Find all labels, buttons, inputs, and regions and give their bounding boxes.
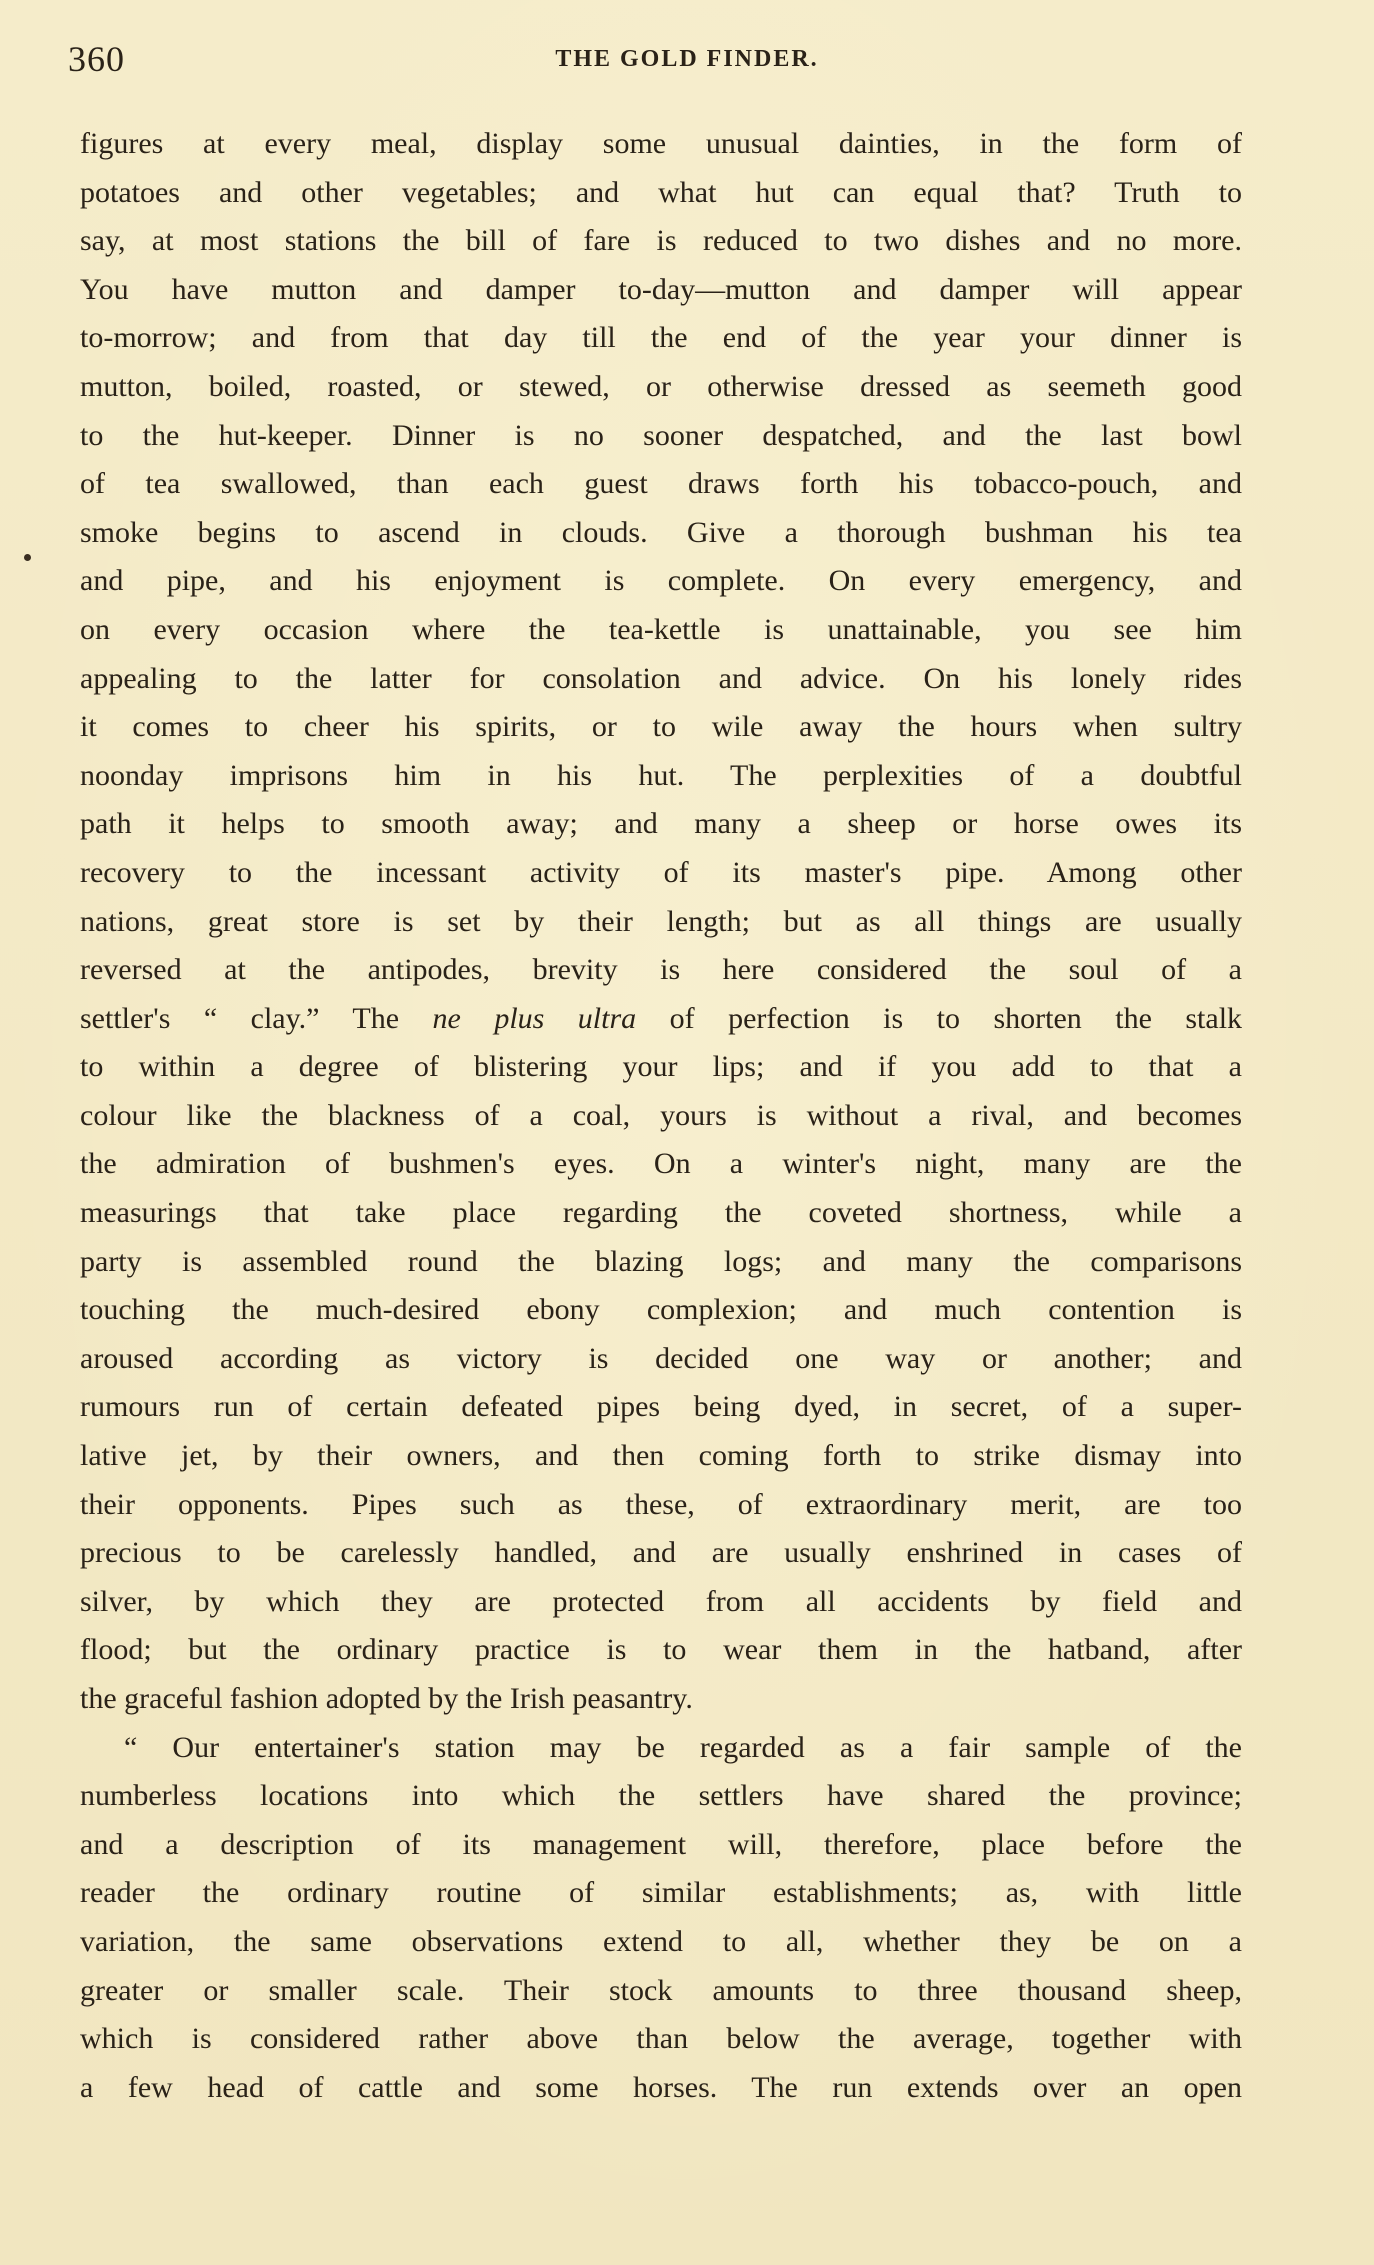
text-line: measurings that take place regarding the coveted shortness, while a (80, 1196, 1242, 1230)
text-line: the admiration of bushmen's eyes. On a winter's night, many are the (80, 1147, 1242, 1181)
text-line: touching the much-desired ebony complexion; and much contention is (80, 1293, 1242, 1327)
text-line: flood; but the ordinary practice is to wear them in the hatband, after (80, 1633, 1242, 1667)
running-head: THE GOLD FINDER. (555, 46, 819, 72)
text-line: noonday imprisons him in his hut. The perplexities of a doubtful (80, 758, 1242, 792)
text-line: to within a degree of blistering your lips; and if you add to that a (80, 1050, 1242, 1084)
text-line: silver, by which they are protected from all accidents by field and (80, 1584, 1242, 1618)
text-line: colour like the blackness of a coal, yours is without a rival, and becomes (80, 1098, 1242, 1132)
text-line: of tea swallowed, than each guest draws forth his tobacco-pouch, and (80, 467, 1242, 501)
text-line: You have mutton and damper to-day—mutton and damper will appear (80, 272, 1242, 306)
text-line-with-italic (80, 995, 1242, 1044)
text-line: recovery to the incessant activity of its master's pipe. Among other (80, 855, 1242, 889)
text-line: rumours run of certain defeated pipes being dyed, in secret, of a super- (80, 1390, 1242, 1424)
body-text (80, 120, 1242, 2112)
text-line-paragraph-start: “ Our entertainer's station may be regarded as a fair sample of the (124, 1730, 1242, 1764)
text-line: greater or smaller scale. Their stock amounts to three thousand sheep, (80, 1973, 1242, 2007)
text-line: mutton, boiled, roasted, or stewed, or otherwise dressed as seemeth good (80, 369, 1242, 403)
margin-mark (24, 554, 31, 561)
text-line: numberless locations into which the settlers have shared the province; (80, 1779, 1242, 1813)
text-line: it comes to cheer his spirits, or to wile away the hours when sultry (80, 710, 1242, 744)
text-line: variation, the same observations extend to all, whether they be on a (80, 1924, 1242, 1958)
text-line: appealing to the latter for consolation and advice. On his lonely rides (80, 661, 1242, 695)
text-line: and pipe, and his enjoyment is complete. On every emergency, and (80, 564, 1242, 598)
text-line: party is assembled round the blazing logs; and many the comparisons (80, 1244, 1242, 1278)
text-line: path it helps to smooth away; and many a sheep or horse owes its (80, 807, 1242, 841)
text-line: their opponents. Pipes such as these, of extraordinary merit, are too (80, 1487, 1242, 1521)
text-line: on every occasion where the tea-kettle is unattainable, you see him (80, 612, 1242, 646)
text-line: reversed at the antipodes, brevity is here considered the soul of a (80, 953, 1242, 987)
text-fragment: settler's “ clay.” The (80, 1001, 400, 1035)
text-line: to-morrow; and from that day till the end of the year your dinner is (80, 321, 1242, 355)
text-line: say, at most stations the bill of fare is reduced to two dishes and no more. (80, 224, 1242, 258)
text-line: aroused according as victory is decided one way or another; and (80, 1341, 1242, 1375)
text-line: a few head of cattle and some horses. The run extends over an open (80, 2070, 1242, 2104)
italic-phrase: ne plus ultra (432, 1001, 637, 1035)
text-line: and a description of its management will, therefore, place before the (80, 1827, 1242, 1861)
text-line: the graceful fashion adopted by the Irish peasantry. (80, 1682, 693, 1715)
text-line: figures at every meal, display some unusual dainties, in the form of (80, 127, 1242, 160)
text-line: potatoes and other vegetables; and what hut can equal that? Truth to (80, 175, 1242, 209)
text-line: which is considered rather above than below the average, together with (80, 2022, 1242, 2056)
text-fragment: of perfection is to shorten the stalk (669, 1001, 1243, 1035)
text-line: nations, great store is set by their length; but as all things are usually (80, 904, 1242, 938)
text-line: smoke begins to ascend in clouds. Give a thorough bushman his tea (80, 515, 1242, 549)
text-line: lative jet, by their owners, and then coming forth to strike dismay into (80, 1439, 1242, 1473)
text-line: precious to be carelessly handled, and are usually enshrined in cases of (80, 1536, 1242, 1570)
text-line: to the hut-keeper. Dinner is no sooner despatched, and the last bowl (80, 418, 1242, 452)
text-line: reader the ordinary routine of similar establishments; as, with little (80, 1876, 1242, 1910)
page-number: 360 (68, 39, 125, 79)
